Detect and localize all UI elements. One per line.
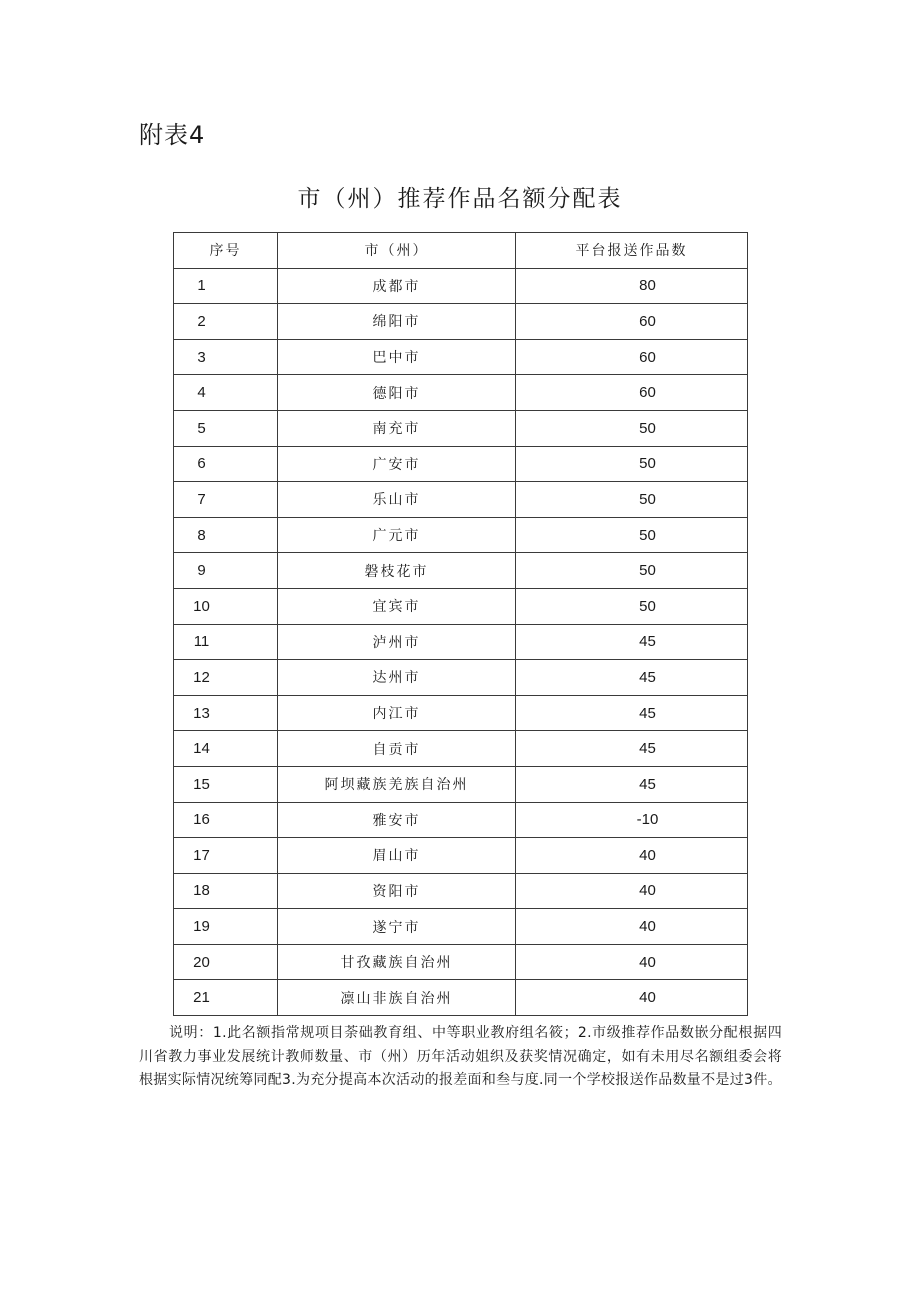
row-quota: -10: [516, 802, 748, 838]
table-row: [174, 660, 748, 696]
row-city: 成都市: [278, 268, 516, 304]
row-city: 泸州市: [278, 624, 516, 660]
row-index: 20: [174, 944, 278, 980]
row-quota: 60: [516, 304, 748, 340]
row-index: 17: [174, 838, 278, 874]
row-index: 15: [174, 766, 278, 802]
row-city: 绵阳市: [278, 304, 516, 340]
row-quota: 80: [516, 268, 748, 304]
table-row: [174, 268, 748, 304]
row-city: 巴中市: [278, 339, 516, 375]
header-index: 序号: [174, 233, 278, 269]
row-quota: 40: [516, 873, 748, 909]
quota-table: [173, 232, 748, 1016]
table-row: [174, 980, 748, 1016]
row-index: 3: [174, 339, 278, 375]
row-city: 乐山市: [278, 482, 516, 518]
row-index: 12: [174, 660, 278, 696]
row-city: 眉山市: [278, 838, 516, 874]
row-index: 21: [174, 980, 278, 1016]
row-city: 广安市: [278, 446, 516, 482]
table-row: [174, 482, 748, 518]
row-quota: 60: [516, 375, 748, 411]
table-row: [174, 339, 748, 375]
row-city: 遂宁市: [278, 909, 516, 945]
row-city: 磐枝花市: [278, 553, 516, 589]
table-row: [174, 446, 748, 482]
table-row: [174, 553, 748, 589]
row-index: 4: [174, 375, 278, 411]
row-index: 7: [174, 482, 278, 518]
row-quota: 40: [516, 944, 748, 980]
row-index: 2: [174, 304, 278, 340]
row-index: 16: [174, 802, 278, 838]
row-quota: 50: [516, 446, 748, 482]
row-quota: 50: [516, 517, 748, 553]
table-row: [174, 588, 748, 624]
table-row: [174, 624, 748, 660]
row-quota: 40: [516, 838, 748, 874]
table-row: [174, 909, 748, 945]
row-quota: 45: [516, 624, 748, 660]
row-city: 资阳市: [278, 873, 516, 909]
row-city: 甘孜藏族自治州: [278, 944, 516, 980]
table-row: [174, 517, 748, 553]
row-index: 18: [174, 873, 278, 909]
row-city: 雅安市: [278, 802, 516, 838]
header-city: 市（州）: [278, 233, 516, 269]
row-quota: 50: [516, 410, 748, 446]
row-city: 自贡市: [278, 731, 516, 767]
row-city: 广元市: [278, 517, 516, 553]
row-quota: 40: [516, 909, 748, 945]
row-index: 9: [174, 553, 278, 589]
table-row: [174, 944, 748, 980]
row-quota: 50: [516, 553, 748, 589]
footnote: 说明：1.此名额指常规项目荼础教育组、中等职业教府组名筱；2.市级推荐作品数嵌分配根据四川省教力事业发展统计教师数量、市（州）历年活动姐织及获奖情况确定，如有未用尽名额组委会将根据实际情况统筹同配3.为充分提高本次活动的报差面和叁与度.同一个学校报送作品数量不是过3件。: [139, 1025, 782, 1088]
table-row: [174, 375, 748, 411]
row-city: 南充市: [278, 410, 516, 446]
row-quota: 40: [516, 980, 748, 1016]
table-row: [174, 873, 748, 909]
table-row: [174, 410, 748, 446]
row-city: 内江市: [278, 695, 516, 731]
row-index: 5: [174, 410, 278, 446]
row-index: 13: [174, 695, 278, 731]
row-quota: 50: [516, 482, 748, 518]
page-title: 市（州）推荐作品名额分配表: [297, 186, 623, 212]
row-city: 德阳市: [278, 375, 516, 411]
row-quota: 60: [516, 339, 748, 375]
table-row: [174, 838, 748, 874]
table-row: [174, 766, 748, 802]
row-index: 8: [174, 517, 278, 553]
row-city: 阿坝藏族羌族自治州: [278, 766, 516, 802]
table-row: [174, 802, 748, 838]
row-index: 19: [174, 909, 278, 945]
table-row: [174, 731, 748, 767]
table-row: [174, 304, 748, 340]
row-index: 1: [174, 268, 278, 304]
row-index: 10: [174, 588, 278, 624]
row-index: 6: [174, 446, 278, 482]
row-quota: 45: [516, 731, 748, 767]
header-quota: 平台报送作品数: [516, 233, 748, 269]
row-index: 14: [174, 731, 278, 767]
row-city: 达州市: [278, 660, 516, 696]
row-index: 11: [174, 624, 278, 660]
appendix-label: 附表4: [139, 121, 206, 149]
row-quota: 45: [516, 660, 748, 696]
row-city: 宜宾市: [278, 588, 516, 624]
table-header-row: [174, 233, 748, 269]
table-body: [174, 268, 748, 1015]
row-quota: 45: [516, 766, 748, 802]
row-quota: 45: [516, 695, 748, 731]
table-row: [174, 695, 748, 731]
row-city: 凛山非族自治州: [278, 980, 516, 1016]
row-quota: 50: [516, 588, 748, 624]
